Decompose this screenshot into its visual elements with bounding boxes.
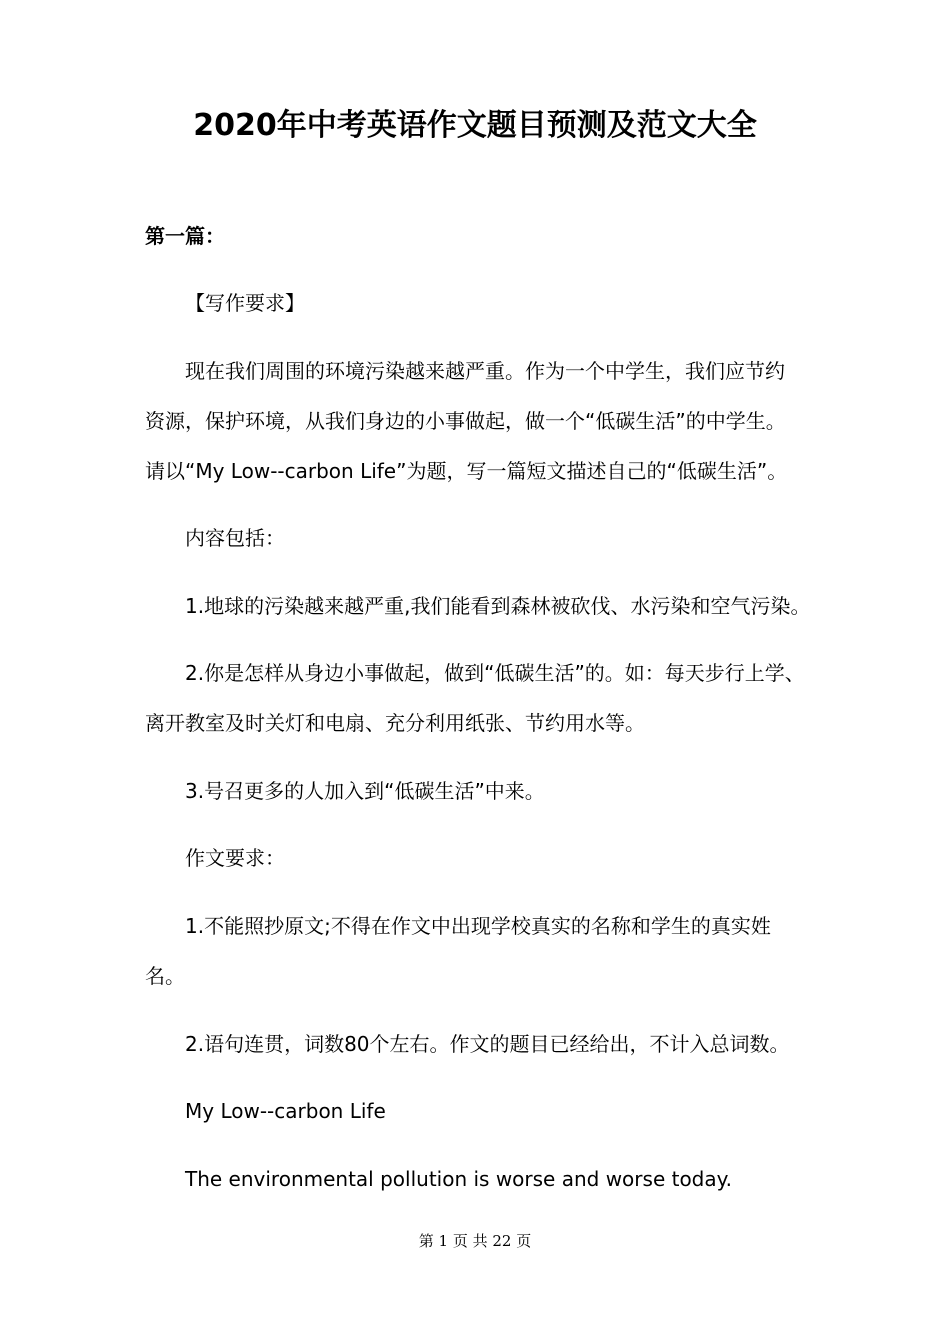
list-item: 3.号召更多的人加入到“低碳生活”中来。: [185, 779, 545, 803]
list-item-continuation: 名。: [145, 964, 185, 988]
page-footer: 第 1 页 共 22 页: [418, 1232, 532, 1250]
list-item: 1.地球的污染越来越严重,我们能看到森林被砍伐、水污染和空气污染。: [185, 594, 811, 618]
document-title: 2020年中考英语作文题目预测及范文大全: [193, 108, 757, 143]
essay-first-line: The environmental pollution is worse and worse today.: [185, 1167, 732, 1191]
content-heading: 内容包括：: [185, 526, 285, 550]
list-item-continuation: 离开教室及时关灯和电扇、充分利用纸张、节约用水等。: [145, 711, 645, 735]
paragraph-line: 请以“My Low--carbon Life”为题，写一篇短文描述自己的“低碳生活”。: [145, 459, 788, 483]
essay-title: My Low--carbon Life: [185, 1099, 386, 1123]
list-item: 2.语句连贯，词数80个左右。作文的题目已经给出，不计入总词数。: [185, 1032, 790, 1056]
composition-requirements-heading: 作文要求：: [185, 846, 285, 870]
writing-requirements-heading: 【写作要求】: [185, 291, 305, 315]
paragraph-line: 现在我们周围的环境污染越来越严重。作为一个中学生，我们应节约: [185, 359, 785, 383]
section-heading: 第一篇：: [145, 224, 225, 248]
list-item: 2.你是怎样从身边小事做起，做到“低碳生活”的。如：每天步行上学、: [185, 661, 805, 685]
paragraph-line: 资源，保护环境，从我们身边的小事做起，做一个“低碳生活”的中学生。: [145, 409, 786, 433]
list-item: 1.不能照抄原文;不得在作文中出现学校真实的名称和学生的真实姓: [185, 914, 771, 938]
